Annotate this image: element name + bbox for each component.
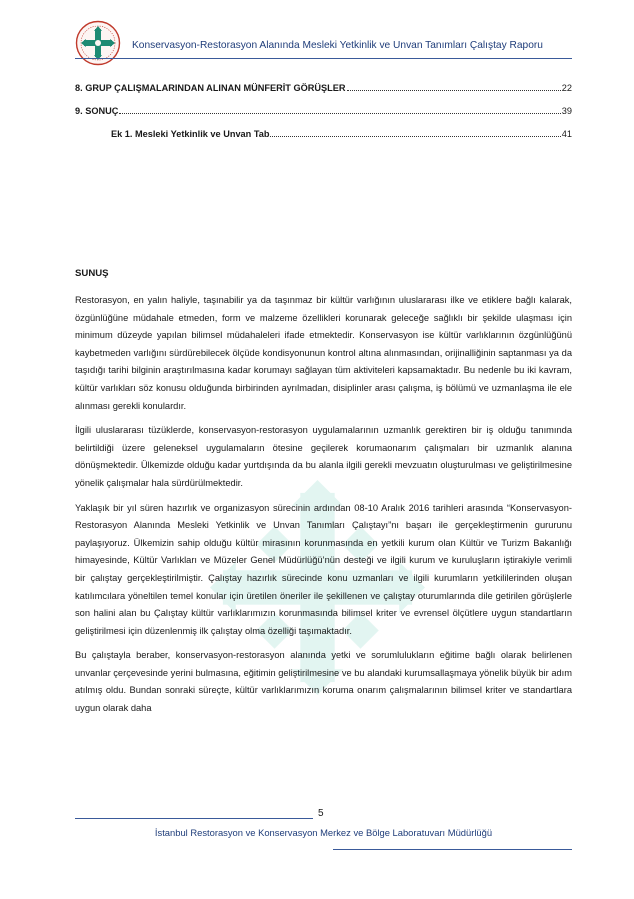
institution-seal-icon (75, 20, 121, 66)
paragraph: Bu çalıştayla beraber, konservasyon-restorasyon alanında yetki ve sorumlulukların eğitime bağlı olarak belirlenen unvanlar çerçevesinde yerini bulmasına, eğitimin geliştirilmesine ve bu alandaki kurumsallaşmaya yönelik büyük bir adım atılmış oldu. Bundan sonraki süreçte, kültür varlıklarımızın koruma onarım çalışmalarının bilimsel kriter ve standartlara uygun olarak daha (75, 650, 572, 714)
toc-leader (347, 89, 561, 91)
toc-leader (119, 112, 560, 114)
toc-item-page: 41 (561, 129, 572, 139)
section-title: SUNUŞ (75, 268, 109, 279)
page-number: 5 (318, 808, 324, 819)
paragraph: İlgili uluslararası tüzüklerde, konservasyon-restorasyon uygulamalarının uzmanlık gerektiren bir iş olduğu tanımında belirtildiği üzere geleneksel uygulamaların ötesine geçilerek korumaonarım çalışmaları bir uzmanlık alanına dönüşmektedir. Ülkemizde olduğu kadar yurtdışında da bu alanla ilgili gerekli mevzuatın oluşturulması ve geliştirilmesine yönelik çalışmalar hala sürdürülmektedir. (75, 425, 572, 488)
paragraph: Restorasyon, en yalın haliyle, taşınabilir ya da taşınmaz bir kültür varlığının uluslararası ilke ve etiklere bağlı kalarak, özgünlüğüne müdahale etmeden, form ve malzeme özellikleri korunarak geleceğe sağlıklı bir şekilde ulaşması için minimum düzeyde yapılan bilimsel müdahaleleri ifade etmektedir. Konservasyon ise kültür varlıklarının özgünlüğünü kaybetmeden varlığını sürdürebilecek ölçüde kondisyonunun kontrol altına alınmasından, orijinalliğinin saptanması ya da taşıdığı tarihi bilginin araştırılmasına kadar korumayı sağlayan tüm aktiviteleri kapsamaktadır. Bu nedenle bu iki kavram, kültür varlıkları söz konusu olduğunda birbirinden ayrılmadan, disiplinler arası çalışma, iş bölümü ve uzmanlaşma ile ele alınması gerekli konulardır. (75, 295, 572, 411)
toc-leader (270, 135, 560, 137)
toc-item[interactable] (75, 83, 572, 93)
section-body (75, 292, 572, 725)
institution-logo (75, 20, 121, 66)
toc-item-page: 22 (561, 83, 572, 93)
paragraph: Yaklaşık bir yıl süren hazırlık ve organizasyon sürecinin ardından 08-10 Aralık 2016 tarihleri arasında “Konservasyon-Restorasyon Alanında Mesleki Yetkinlik ve Unvan Tanımları Çalıştayı”nı başarı ile gerçekleştirmenin gururunu paylaşıyoruz. Ülkemizin sahip olduğu kültür mirasının korunmasında en yetkili kurum olan Kültür ve Turizm Bakanlığı himayesinde, Kültür Varlıkları ve Müzeler Genel Müdürlüğü’nün desteği ve ilgili kurum ve kuruluşların iştirakiyle verimli bir çalıştay gerçekleştirilmiştir. Çalıştay hazırlık sürecinde konu uzmanları ve ilgili kurumların yetkililerinden oluşan katılımcılara yöneltilen temel konular için üretilen öneriler ile şekillenen ve çalıştay oturumlarında dile getirilen görüşlerle son halini alan bu Çalıştay kültür varlıklarımızın korunmasında bilimsel kriter ve evrensel ölçütlere uygun standartların geliştirilmesi için düzenlenmiş ilk çalıştay olma özelliği taşımaktadır. (75, 502, 572, 636)
toc-item[interactable] (111, 129, 572, 139)
footer-divider-left (75, 818, 313, 819)
footer-divider-right (333, 849, 572, 850)
toc-item-page: 39 (561, 106, 572, 116)
toc-item-label: Ek 1. Mesleki Yetkinlik ve Unvan Tab (111, 129, 270, 139)
footer-institution: İstanbul Restorasyon ve Konservasyon Merkez ve Bölge Laboratuvarı Müdürlüğü (154, 827, 493, 838)
toc-item[interactable] (75, 106, 572, 116)
header-divider (75, 58, 572, 59)
header-title: Konservasyon-Restorasyon Alanında Mesleki Yetkinlik ve Unvan Tanımları Çalıştay Raporu (132, 40, 543, 51)
toc-item-label: 8. GRUP ÇALIŞMALARINDAN ALINAN MÜNFERİT GÖRÜŞLER (75, 83, 346, 93)
toc-item-label: 9. SONUÇ (75, 106, 119, 116)
